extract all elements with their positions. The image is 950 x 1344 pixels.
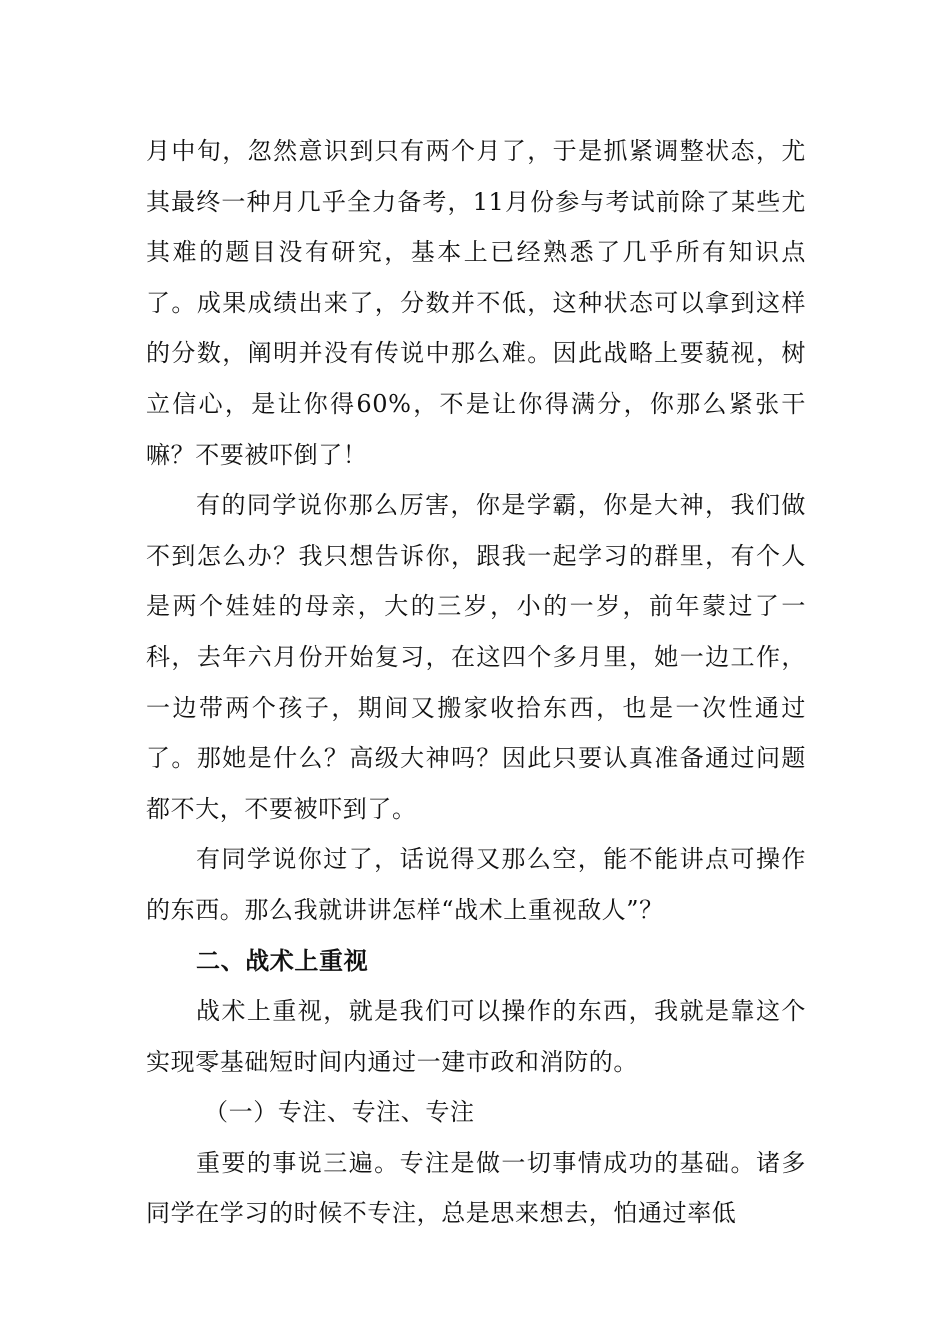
- paragraph-study-group-example: 有的同学说你那么厉害，你是学霸，你是大神，我们做不到怎么办？我只想告诉你，跟我一起学习的群里，有个人是两个娃娃的母亲，大的三岁，小的一岁，前年蒙过了一科，去年六月份开始复习，在这四个多月里，她一边工作，一边带两个孩子，期间又搬家收拾东西，也是一次性通过了。那她是什么？高级大神吗？因此只要认真准备通过问题都不大，不要被吓到了。: [146, 491, 806, 823]
- document-body: [146, 126, 806, 1239]
- paragraph-tactics-body: 战术上重视，就是我们可以操作的东西，我就是靠这个实现零基础短时间内通过一建市政和消防的。: [146, 997, 806, 1076]
- paragraph-tactics-intro: 有同学说你过了，话说得又那么空，能不能讲点可操作的东西。那么我就讲讲怎样“战术上重视敌人”？: [146, 845, 806, 924]
- paragraph-continuation: 月中旬，忽然意识到只有两个月了，于是抓紧调整状态，尤其最终一种月几乎全力备考，11月份参与考试前除了某些尤其难的题目没有研究，基本上已经熟悉了几乎所有知识点了。成果成绩出来了，分数并不低，这种状态可以拿到这样的分数，阐明并没有传说中那么难。因此战略上要藐视，树立信心，是让你得60%，不是让你得满分，你那么紧张干嘛？不要被吓倒了！: [146, 137, 806, 469]
- subsection-heading-focus: （一）专注、专注、专注: [204, 1098, 475, 1127]
- section-heading-tactics: 二、战术上重视: [196, 946, 369, 975]
- paragraph-focus-body: 重要的事说三遍。专注是做一切事情成功的基础。诸多同学在学习的时候不专注，总是思来想去，怕通过率低: [146, 1148, 806, 1228]
